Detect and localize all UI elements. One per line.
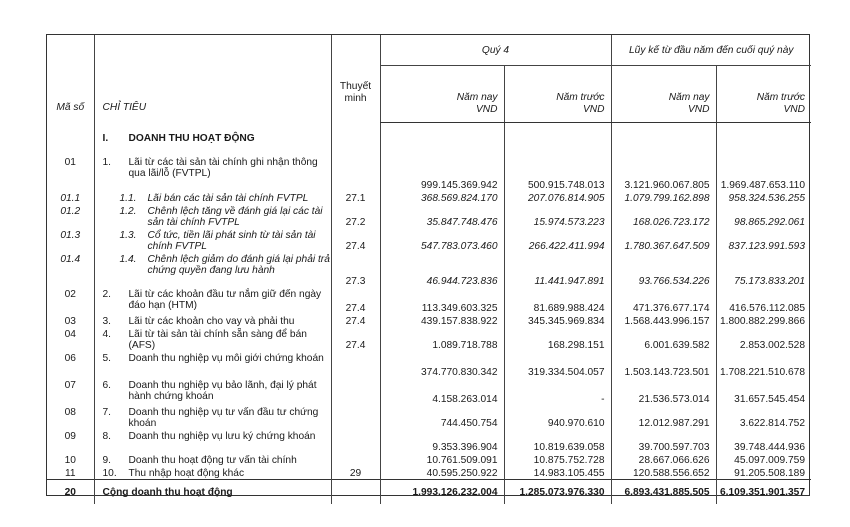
row-code: 07 [64,380,76,391]
row-value-v4: 1.800.882.299.866 [716,314,811,327]
row-value-v3: 1.503.143.723.501 [611,351,716,378]
table-row [47,351,811,378]
col-ma-so: Mã số [56,101,85,113]
row-note [331,429,380,453]
row-note: 29 [331,466,380,480]
row-label: 3. Lãi từ các khoản cho vay và phải thu [94,314,331,327]
row-code: 02 [64,289,76,300]
row-value-v2: - [504,378,611,405]
table-row [47,466,811,480]
row-note: 27.4 [331,228,380,252]
table-row [47,453,811,466]
row-note: 27.4 [331,314,380,327]
income-statement-table [46,34,810,496]
q4-nam-nay-header: Năm nay VND [380,66,504,123]
row-value-v4: 1.969.487.653.110 [716,155,811,191]
row-value-v2: 15.974.573.223 [504,204,611,228]
row-value-v1: 744.450.754 [380,405,504,429]
row-code: 06 [64,353,76,364]
row-value-v1: 9.353.396.904 [380,429,504,453]
row-value-v3: 93.766.534.226 [611,252,716,287]
row-code: 01.4 [60,254,81,265]
row-value-v2: 500.915.748.013 [504,155,611,191]
row-code: 01.1 [60,193,81,204]
col-luy-ke: Lũy kế từ đầu năm đến cuối quý này [611,35,811,66]
row-value-v2: 168.298.151 [504,327,611,351]
row-value-v3: 12.012.987.291 [611,405,716,429]
row-value-v4: 1.708.221.510.678 [716,351,811,378]
row-value-v2: 10.819.639.058 [504,429,611,453]
row-label: 2. Lãi từ các khoản đầu tư nắm giữ đến ngày đáo hạn (HTM) [94,287,331,314]
total-row: 20 Cộng doanh thu hoạt động 1.993.126.232.004 1.285.073.976.330 6.893.431.885.505 6.109.351.901.357 [47,480,811,505]
row-label: 1. Lãi từ các tài sản tài chính ghi nhận thông qua lãi/lỗ (FVTPL) [94,155,331,191]
row-value-v4: 958.324.536.255 [716,191,811,204]
row-label: 4. Lãi từ tài sản tài chính sẵn sàng để bán (AFS) [94,327,331,351]
row-label: 7. Doanh thu nghiệp vụ tư vấn đầu tư chứng khoán [94,405,331,429]
row-value-v4: 837.123.991.593 [716,228,811,252]
row-value-v3: 39.700.597.703 [611,429,716,453]
row-value-v4: 75.173.833.201 [716,252,811,287]
row-value-v1: 40.595.250.922 [380,466,504,480]
row-code: 10 [64,455,76,466]
col-chi-tieu: CHỈ TIÊU [94,35,331,123]
row-note [331,378,380,405]
row-value-v4: 3.622.814.752 [716,405,811,429]
row-label: 5. Doanh thu nghiệp vụ môi giới chứng khoán [94,351,331,378]
row-label: 6. Doanh thu nghiệp vụ bảo lãnh, đại lý phát hành chứng khoán [94,378,331,405]
row-value-v1: 4.158.263.014 [380,378,504,405]
row-label: 1.1. Lãi bán các tài sản tài chính FVTPL [94,191,331,204]
row-label: 1.4. Chênh lệch giảm do đánh giá lại phải trả chứng quyền đang lưu hành [94,252,331,287]
row-code: 04 [64,329,76,340]
row-value-v3: 1.568.443.996.157 [611,314,716,327]
row-value-v2: 14.983.105.455 [504,466,611,480]
table-row [47,155,811,191]
row-value-v4: 416.576.112.085 [716,287,811,314]
row-value-v4: 2.853.002.528 [716,327,811,351]
row-label: 8. Doanh thu nghiệp vụ lưu ký chứng khoán [94,429,331,453]
row-value-v4: 31.657.545.454 [716,378,811,405]
lk-nam-nay-header: Năm nay VND [611,66,716,123]
row-value-v1: 368.569.824.170 [380,191,504,204]
table-row [47,405,811,429]
row-note [331,155,380,191]
q4-nam-truoc-header: Năm trước VND [504,66,611,123]
row-note: 27.3 [331,252,380,287]
row-code: 01 [64,157,76,168]
row-code: 08 [64,407,76,418]
row-value-v3: 471.376.677.174 [611,287,716,314]
col-quy4: Quý 4 [380,35,611,66]
row-label: 1.3. Cổ tức, tiền lãi phát sinh từ tài sản tài chính FVTPL [94,228,331,252]
row-value-v3: 120.588.556.652 [611,466,716,480]
table-row [47,204,811,228]
row-value-v1: 999.145.369.942 [380,155,504,191]
row-note [331,351,380,378]
row-value-v2: 81.689.988.424 [504,287,611,314]
table-row [47,228,811,252]
row-value-v4: 91.205.508.189 [716,466,811,480]
row-value-v3: 28.667.066.626 [611,453,716,466]
row-value-v4: 45.097.009.759 [716,453,811,466]
row-value-v1: 113.349.603.325 [380,287,504,314]
row-value-v2: 11.441.947.891 [504,252,611,287]
row-label: 1.2. Chênh lệch tăng về đánh giá lại các tài sản tài chính FVTPL [94,204,331,228]
row-note: 27.1 [331,191,380,204]
row-value-v3: 21.536.573.014 [611,378,716,405]
row-value-v1: 547.783.073.460 [380,228,504,252]
table-row [47,429,811,453]
row-value-v3: 1.079.799.162.898 [611,191,716,204]
section-title: I. DOANH THU HOẠT ĐỘNG [94,123,331,156]
table-row [47,314,811,327]
row-code: 11 [64,468,76,479]
row-value-v2: 940.970.610 [504,405,611,429]
table-row [47,191,811,204]
row-value-v4: 98.865.292.061 [716,204,811,228]
row-value-v3: 1.780.367.647.509 [611,228,716,252]
row-value-v1: 35.847.748.476 [380,204,504,228]
table-row [47,252,811,287]
row-code: 09 [64,431,76,442]
col-thuyet-minh: Thuyết minh [331,35,380,123]
row-code: 01.3 [60,230,81,241]
row-note [331,453,380,466]
row-value-v4: 39.748.444.936 [716,429,811,453]
row-value-v2: 345.345.969.834 [504,314,611,327]
row-value-v3: 6.001.639.582 [611,327,716,351]
row-value-v2: 266.422.411.994 [504,228,611,252]
table-row [47,378,811,405]
lk-nam-truoc-header: Năm trước VND [716,66,811,123]
row-value-v1: 374.770.830.342 [380,351,504,378]
table-row [47,287,811,314]
row-value-v1: 10.761.509.091 [380,453,504,466]
row-value-v3: 168.026.723.172 [611,204,716,228]
row-value-v1: 1.089.718.788 [380,327,504,351]
row-code: 01.2 [60,206,81,217]
row-value-v2: 319.334.504.057 [504,351,611,378]
row-value-v1: 439.157.838.922 [380,314,504,327]
table-row [47,327,811,351]
row-note [331,405,380,429]
row-label: 9. Doanh thu hoạt động tư vấn tài chính [94,453,331,466]
row-note: 27.4 [331,327,380,351]
row-value-v2: 10.875.752.728 [504,453,611,466]
row-value-v3: 3.121.960.067.805 [611,155,716,191]
row-note: 27.2 [331,204,380,228]
row-value-v2: 207.076.814.905 [504,191,611,204]
row-value-v1: 46.944.723.836 [380,252,504,287]
row-label: 10. Thu nhập hoạt động khác [94,466,331,480]
row-code: 03 [64,316,76,327]
row-note: 27.4 [331,287,380,314]
